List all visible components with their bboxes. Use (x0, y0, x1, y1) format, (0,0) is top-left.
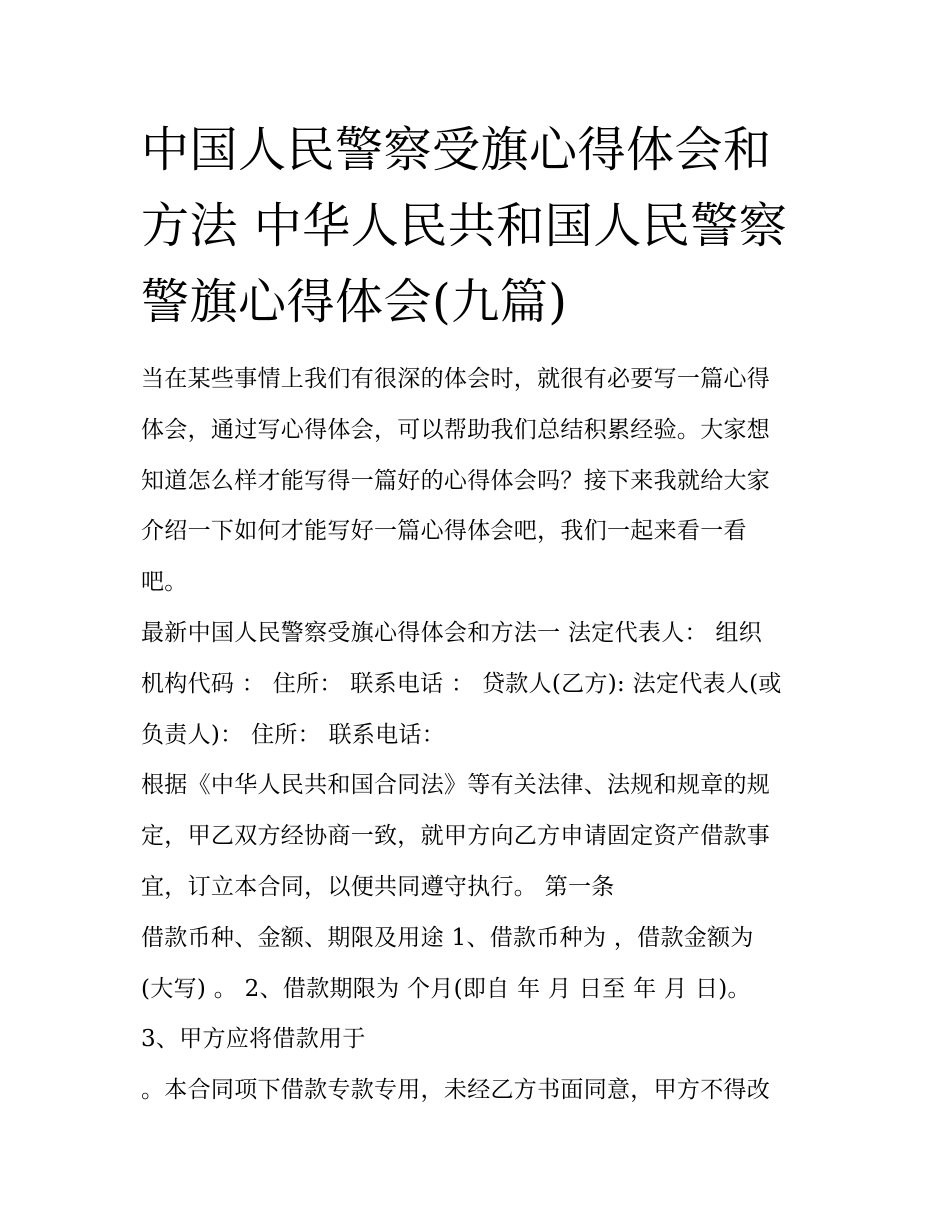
title-line: 警旗心得体会(九篇) (141, 274, 568, 330)
body-line: 负责人)： 住所： 联系电话： (141, 721, 446, 748)
body-line: (大写) 。 2、借款期限为 个月(即自 年 月 日至 年 月 日)。 (141, 975, 751, 1002)
body-line: 定，甲乙双方经协商一致，就甲方向乙方申请固定资产借款事 (141, 823, 771, 850)
body-line: 宜，订立本合同，以便共同遵守执行。 第一条 (141, 873, 615, 900)
body-line: 知道怎么样才能写得一篇好的心得体会吗？接下来我就给大家 (141, 467, 771, 494)
body-line: 当在某些事情上我们有很深的体会时，就很有必要写一篇心得 (141, 366, 771, 392)
body-line: 机构代码 ： 住所： 联系电话 ： 贷款人(乙方): 法定代表人(或 (141, 670, 782, 697)
title-line: 中国人民警察受旗心得体会和 (141, 122, 772, 178)
body-line: 介绍一下如何才能写好一篇心得体会吧，我们一起来看一看 (141, 518, 747, 545)
document-body (141, 354, 821, 1116)
body-line: 3、甲方应将借款用于 (141, 1026, 366, 1053)
title-line: 方法 中华人民共和国人民警察 (141, 198, 788, 254)
body-line: 最新中国人民警察受旗心得体会和方法一 法定代表人： 组织 (141, 619, 763, 646)
body-line: 根据《中华人民共和国合同法》等有关法律、法规和规章的规 (141, 772, 771, 799)
body-line: 体会，通过写心得体会，可以帮助我们总结积累经验。大家想 (141, 416, 771, 443)
body-line: 。本合同项下借款专款专用，未经乙方书面同意，甲方不得改 (141, 1077, 771, 1104)
body-line: 吧。 (141, 569, 188, 596)
document-title (141, 112, 821, 340)
body-line: 借款币种、金额、期限及用途 1、借款币种为 ，借款金额为 (141, 924, 754, 951)
